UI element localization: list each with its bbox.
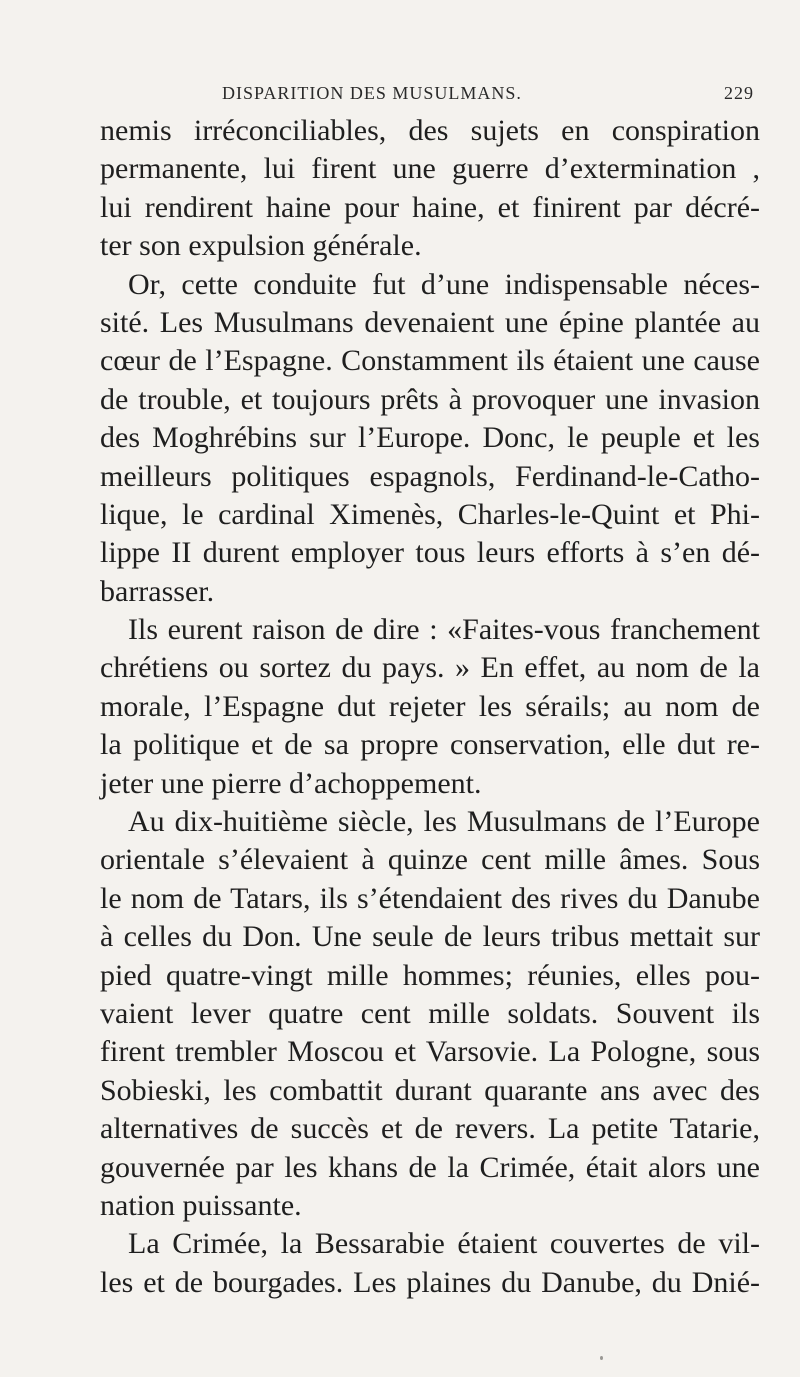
text-line: barrasser. bbox=[100, 574, 215, 608]
text-line: le nom de Tatars, ils s’étendaient des rives du Danube bbox=[100, 881, 760, 915]
text-line: pied quatre-vingt mille hommes; réunies, elles pou- bbox=[100, 958, 760, 992]
text-line: Au dix-huitième siècle, les Musulmans de l’Europe bbox=[128, 805, 760, 839]
running-head-title: DISPARITION DES MUSULMANS. bbox=[222, 83, 522, 103]
text-line: Or, cette conduite fut d’une indispensable néces- bbox=[128, 267, 760, 301]
text-line: des Moghrébins sur l’Europe. Donc, le peuple et les bbox=[100, 421, 760, 455]
text-line: lui rendirent haine pour haine, et finirent par décré- bbox=[100, 190, 760, 224]
text-line: permanente, lui firent une guerre d’extermination , bbox=[100, 152, 760, 186]
text-line: de trouble, et toujours prêts à provoquer une invasion bbox=[100, 382, 760, 416]
text-line: cœur de l’Espagne. Constamment ils étaient une cause bbox=[100, 344, 760, 378]
running-head bbox=[222, 83, 754, 113]
text-line: lique, le cardinal Ximenès, Charles-le-Quint et Phi- bbox=[100, 497, 760, 531]
text-line: chrétiens ou sortez du pays. » En effet, au nom de la bbox=[100, 651, 760, 685]
text-line: lippe II durent employer tous leurs efforts à s’en dé- bbox=[100, 536, 760, 570]
text-line: morale, l’Espagne dut rejeter les sérails; au nom de bbox=[100, 689, 760, 723]
text-line: gouvernée par les khans de la Crimée, était alors une bbox=[100, 1150, 760, 1184]
text-line: sité. Les Musulmans devenaient une épine plantée au bbox=[100, 305, 760, 339]
text-line: La Crimée, la Bessarabie étaient couvertes de vil- bbox=[128, 1227, 760, 1261]
paper-speck bbox=[600, 1356, 603, 1360]
text-line: nation puissante. bbox=[100, 1188, 302, 1222]
text-line: jeter une pierre d’achoppement. bbox=[100, 766, 482, 800]
body-text bbox=[100, 112, 760, 1302]
page-number: 229 bbox=[724, 83, 754, 103]
text-line: à celles du Don. Une seule de leurs tribus mettait sur bbox=[100, 920, 760, 954]
text-line: meilleurs politiques espagnols, Ferdinand-le-Catho- bbox=[100, 459, 760, 493]
text-line: les et de bourgades. Les plaines du Danube, du Dnié- bbox=[100, 1265, 760, 1299]
text-line: la politique et de sa propre conservation, elle dut re- bbox=[100, 728, 760, 762]
text-line: vaient lever quatre cent mille soldats. Souvent ils bbox=[100, 996, 760, 1030]
text-line: firent trembler Moscou et Varsovie. La Pologne, sous bbox=[100, 1035, 760, 1069]
text-line: ter son expulsion générale. bbox=[100, 229, 422, 263]
text-line: Ils eurent raison de dire : «Faites-vous franchement bbox=[128, 613, 760, 647]
text-line: nemis irréconciliables, des sujets en conspiration bbox=[100, 114, 760, 147]
text-line: Sobieski, les combattit durant quarante ans avec des bbox=[100, 1073, 760, 1107]
text-line: orientale s’élevaient à quinze cent mille âmes. Sous bbox=[100, 843, 760, 877]
text-line: alternatives de succès et de revers. La petite Tatarie, bbox=[100, 1112, 760, 1146]
